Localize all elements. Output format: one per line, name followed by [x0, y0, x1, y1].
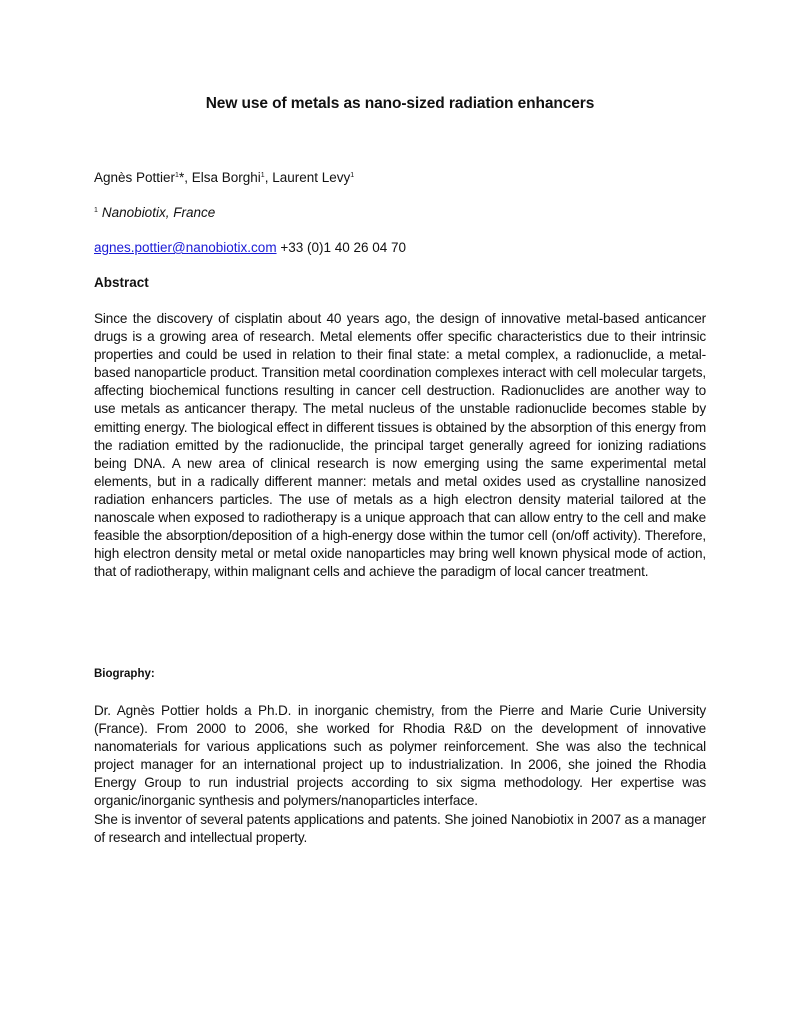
phone-number: +33 (0)1 40 26 04 70 — [280, 240, 407, 255]
author-affiliation-marker: 1 — [175, 172, 179, 179]
author-name: Laurent Levy — [272, 170, 351, 185]
author-name: Agnès Pottier — [94, 170, 176, 185]
abstract-heading: Abstract — [94, 275, 149, 290]
author-list: Agnès Pottier$^1$*, Elsa Borghi$^1$, Laurent Levy$^1$ — [94, 170, 355, 185]
abstract-text: Since the discovery of cisplatin about 40 years ago, the design of innovative metal-based anticancer drugs is a growing area of research. Metal elements offer specific characteristics due to their intrinsic properties and could be used in relation to their final state: a metal complex, a radionuclide, a metal-based nanoparticle product. Transition metal coordination complexes interact with cell molecular targets, affecting biochemical functions resulting in cancer cell destruction. Radionuclides are another way to use metals as anticancer therapy. The metal nucleus of the unstable radionuclide becomes stable by emitting energy. The biological effect in different tissues is obtained by the absorption of this energy from the radiation emitted by the radionuclide, the principal target generally agreed for ionizing radiations being DNA. A new area of clinical research is now emerging using the same experimental metal elements, but in a radically different manner: metals and metal oxides used as crystalline nanosized radiation enhancers particles. The use of metals as a high electron density material tailored at the nanoscale when exposed to radiotherapy is a unique approach that can allow entry to the cell and make feasible the absorption/deposition of a high-energy dose within the tumor cell (on/off activity). Therefore, high electron density metal or metal oxide nanoparticles may bring well known physical mode of action, that of radiotherapy, within malignant cells and achieve the paradigm of local cancer treatment. — [94, 311, 706, 580]
biography-paragraph: She is inventor of several patents applications and patents. She joined Nanobiotix in 2007 as a manager of research and intellectual property. — [94, 811, 706, 845]
contact-line — [94, 240, 406, 255]
biography-heading: Biography: — [94, 668, 155, 680]
author-affiliation-marker: 1 — [350, 172, 355, 179]
author-name: Elsa Borghi — [191, 170, 261, 185]
email-link[interactable]: agnes.pottier@nanobiotix.com — [94, 240, 277, 255]
biography-paragraph: Dr. Agnès Pottier holds a Ph.D. in inorganic chemistry, from the Pierre and Marie Curie University (France). From 2000 to 2006, she worked for Rhodia R&D on the development of innovative nanomaterials for various applications such as polymer reinforcement. She was also the technical project manager for an international project up to industrialization. In 2006, she joined the Rhodia Energy Group to run industrial projects according to six sigma methodology. Her expertise was organic/inorganic synthesis and polymers/nanoparticles interface. — [94, 703, 706, 809]
document-title: New use of metals as nano-sized radiation enhancers — [205, 95, 595, 112]
affiliation-marker: 1 — [94, 207, 98, 214]
corresponding-author-mark: * — [178, 170, 185, 185]
biography-text — [94, 702, 706, 847]
affiliation — [94, 205, 215, 220]
affiliation-text: Nanobiotix, France — [101, 205, 216, 220]
author-affiliation-marker: 1 — [260, 172, 265, 179]
